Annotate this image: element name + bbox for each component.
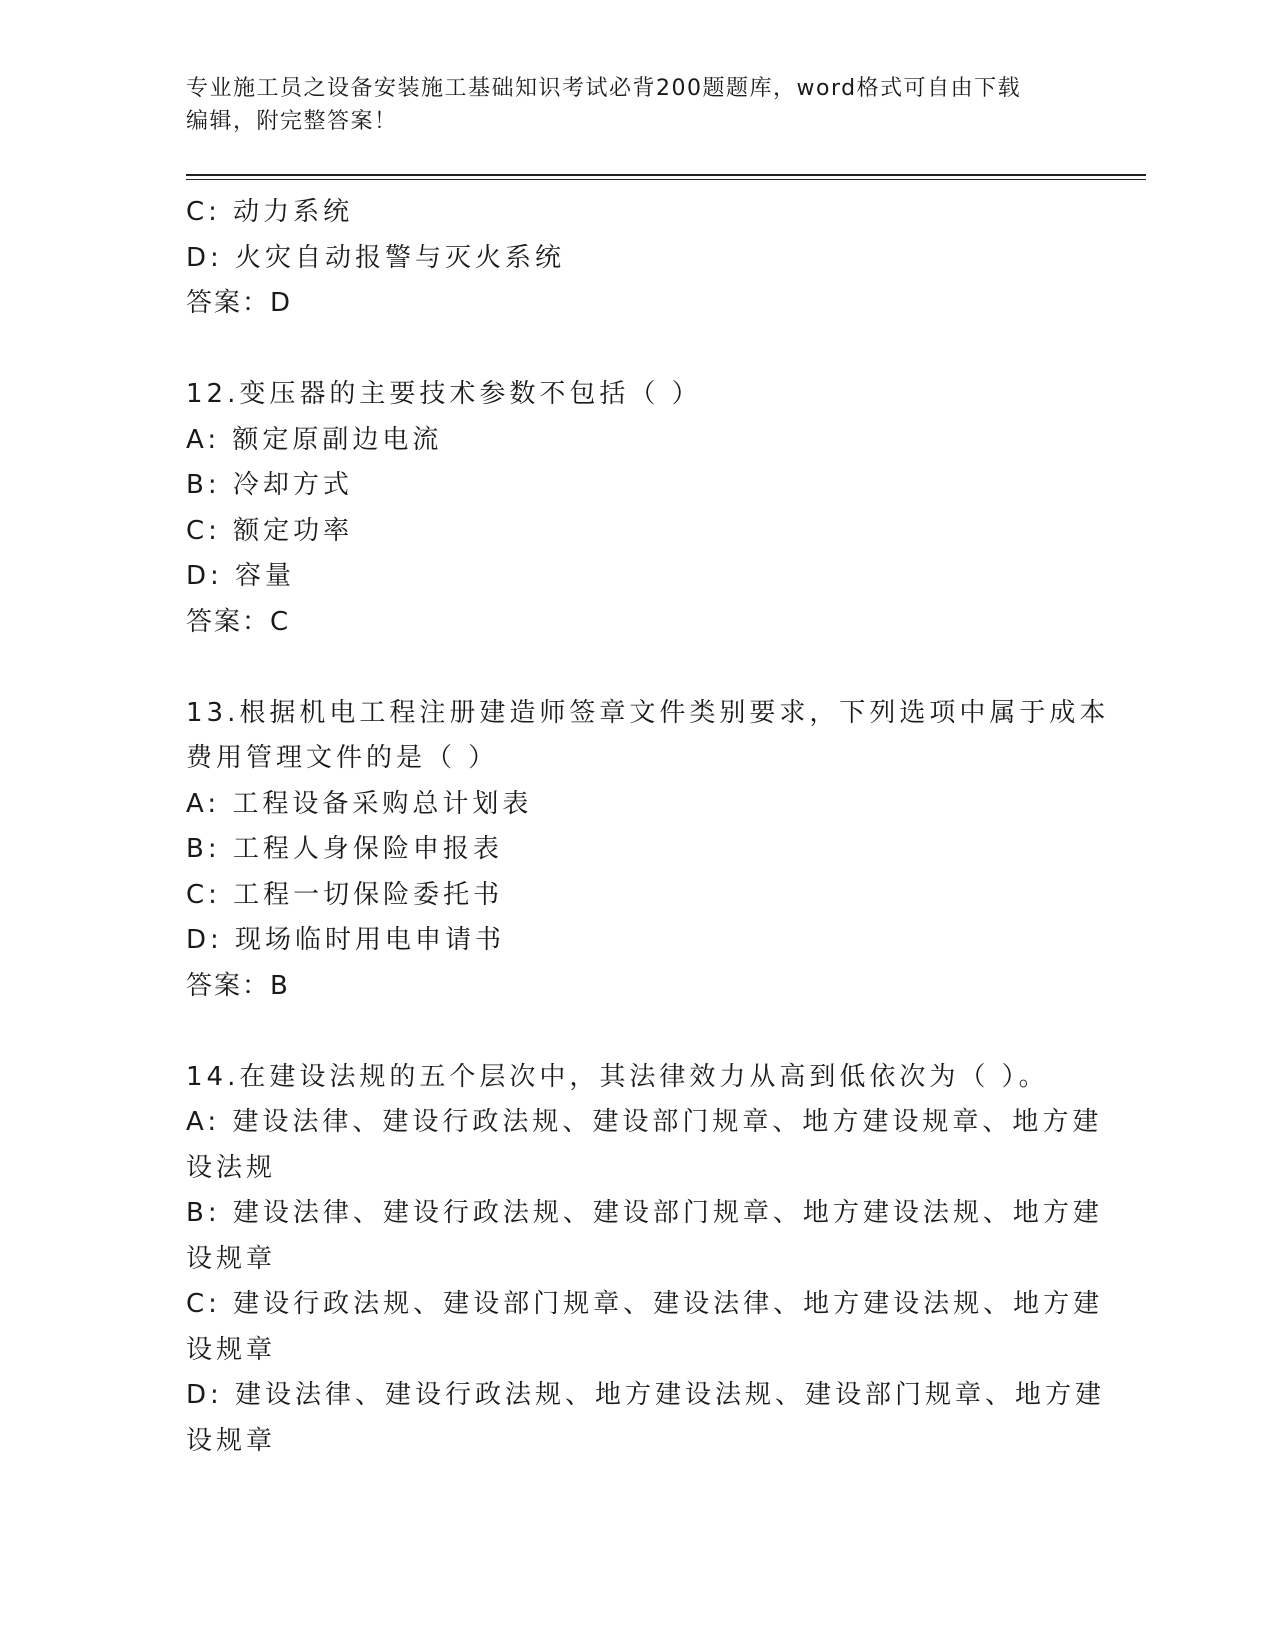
option-d-line1: D: 建设法律、建设行政法规、地方建设法规、建设部门规章、地方建 bbox=[186, 1380, 1106, 1410]
document-body bbox=[186, 190, 1110, 1464]
option-c-line1: C: 建设行政法规、建设部门规章、建设法律、地方建设法规、地方建 bbox=[186, 1289, 1104, 1319]
option-b-line1: B: 建设法律、建设行政法规、建设部门规章、地方建设法规、地方建 bbox=[186, 1198, 1103, 1228]
option-c: C: 工程一切保险委托书 bbox=[186, 879, 504, 910]
header-title-line2: 编辑，附完整答案！ bbox=[186, 109, 398, 134]
option-a-line2: 设法规 bbox=[186, 1152, 277, 1183]
option-d: D: 火灾自动报警与灭火系统 bbox=[186, 242, 566, 273]
question-12 bbox=[186, 372, 1086, 645]
question-11-tail bbox=[186, 190, 1086, 327]
option-a: A: 额定原副边电流 bbox=[186, 424, 443, 455]
option-d: D: 现场临时用电申请书 bbox=[186, 925, 506, 955]
spacer bbox=[186, 645, 1086, 691]
question-13 bbox=[186, 691, 1110, 1010]
question-14 bbox=[186, 1055, 1106, 1465]
header-title-line1: 专业施工员之设备安装施工基础知识考试必背200题题库，word格式可自由下载 bbox=[186, 76, 1022, 101]
question-stem-line2: 费用管理文件的是（ ） bbox=[186, 743, 499, 773]
option-d-line2: 设规章 bbox=[186, 1425, 277, 1456]
option-b: B: 工程人身保险申报表 bbox=[186, 834, 503, 864]
document-header bbox=[186, 72, 1086, 138]
answer-line: 答案：B bbox=[186, 970, 290, 1001]
option-a: A: 工程设备采购总计划表 bbox=[186, 788, 533, 819]
option-b: B: 冷却方式 bbox=[186, 470, 353, 500]
option-c: C: 额定功率 bbox=[186, 515, 354, 546]
spacer bbox=[186, 1009, 1086, 1055]
question-stem: 12.变压器的主要技术参数不包括（ ） bbox=[186, 379, 702, 409]
option-d: D: 容量 bbox=[186, 561, 296, 591]
question-stem-line1: 13.根据机电工程注册建造师签章文件类别要求，下列选项中属于成本 bbox=[186, 697, 1110, 728]
header-divider-thick bbox=[186, 174, 1146, 176]
answer-line: 答案：D bbox=[186, 288, 293, 318]
option-c: C: 动力系统 bbox=[186, 197, 354, 227]
option-b-line2: 设规章 bbox=[186, 1243, 277, 1274]
option-a-line1: A: 建设法律、建设行政法规、建设部门规章、地方建设规章、地方建 bbox=[186, 1107, 1103, 1137]
header-divider-thin bbox=[186, 179, 1146, 180]
answer-line: 答案：C bbox=[186, 606, 291, 637]
spacer bbox=[186, 327, 1086, 373]
question-stem: 14.在建设法规的五个层次中，其法律效力从高到低依次为（ ）。 bbox=[186, 1061, 1049, 1092]
option-c-line2: 设规章 bbox=[186, 1334, 277, 1365]
